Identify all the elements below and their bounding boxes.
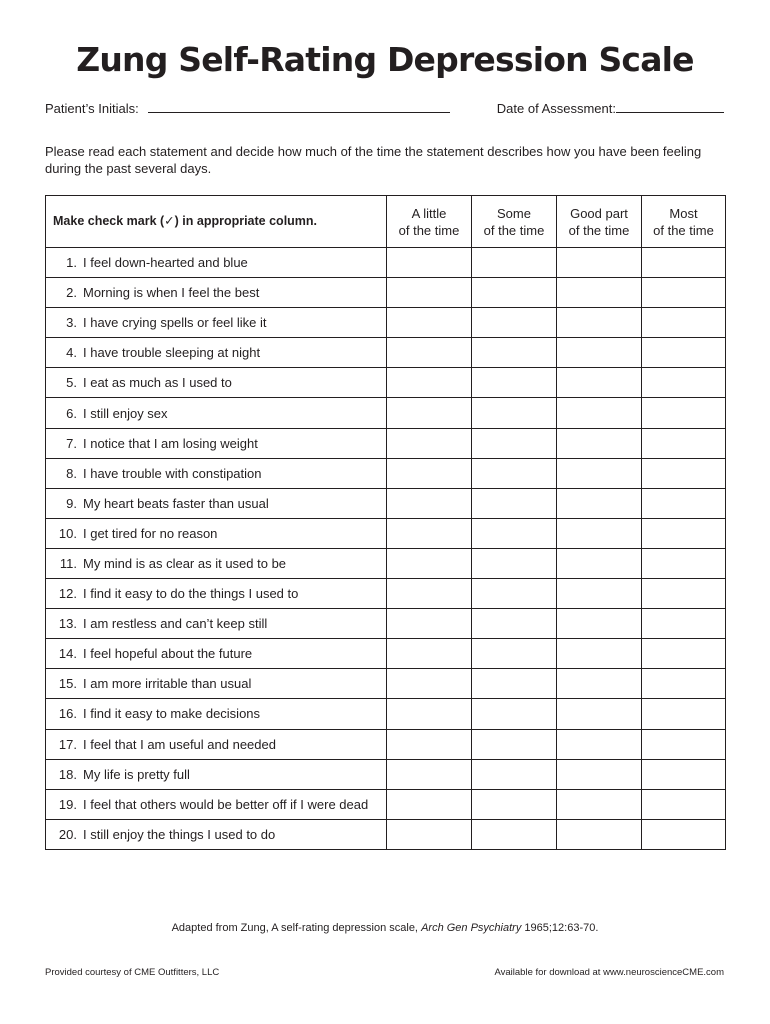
checkbox-cell-some[interactable]: [472, 398, 557, 428]
checkbox-cell-most[interactable]: [642, 458, 726, 488]
checkbox-cell-some[interactable]: [472, 518, 557, 548]
date-of-assessment-input-line[interactable]: [616, 100, 724, 113]
checkbox-cell-most[interactable]: [642, 398, 726, 428]
statement-cell: [46, 308, 387, 338]
table-row: [46, 759, 726, 789]
statement-text: I have crying spells or feel like it: [83, 315, 267, 331]
date-of-assessment-label: Date of Assessment:: [496, 101, 616, 116]
statement-cell: [46, 579, 387, 609]
checkbox-cell-some[interactable]: [472, 759, 557, 789]
checkbox-cell-most[interactable]: [642, 609, 726, 639]
statement-text: My life is pretty full: [83, 766, 190, 782]
checkbox-cell-good-part[interactable]: [557, 338, 642, 368]
checkbox-cell-some[interactable]: [472, 789, 557, 819]
statement-number: 7.: [66, 435, 77, 451]
checkbox-cell-good-part[interactable]: [557, 579, 642, 609]
checkbox-cell-a-little[interactable]: [387, 248, 472, 278]
checkbox-cell-most[interactable]: [642, 488, 726, 518]
table-row: [46, 729, 726, 759]
checkbox-cell-most[interactable]: [642, 759, 726, 789]
table-row: [46, 789, 726, 819]
table-row: [46, 398, 726, 428]
statement-number: 6.: [66, 405, 77, 421]
table-row: [46, 669, 726, 699]
checkbox-cell-some[interactable]: [472, 458, 557, 488]
table-row: [46, 699, 726, 729]
patient-initials-field: [45, 100, 450, 116]
statement-number: 19.: [58, 796, 77, 812]
statement-number: 12.: [58, 586, 77, 602]
table-row: [46, 488, 726, 518]
checkbox-cell-some[interactable]: [472, 819, 557, 849]
statement-text: I eat as much as I used to: [83, 375, 232, 391]
statement-cell: [46, 609, 387, 639]
table-row: [46, 639, 726, 669]
statement-number: 18.: [58, 766, 77, 782]
statement-cell: [46, 548, 387, 578]
source-citation: Adapted from Zung, A self-rating depression scale, Arch Gen Psychiatry 1965;12:63-70.: [171, 922, 599, 934]
statement-cell: [46, 789, 387, 819]
table-row: [46, 518, 726, 548]
statement-cell: [46, 759, 387, 789]
checkbox-cell-a-little[interactable]: [387, 308, 472, 338]
checkbox-cell-some[interactable]: [472, 368, 557, 398]
checkbox-cell-good-part[interactable]: [557, 368, 642, 398]
checkbox-cell-a-little[interactable]: [387, 669, 472, 699]
checkbox-cell-good-part[interactable]: [557, 308, 642, 338]
patient-initials-input-line[interactable]: [148, 100, 450, 113]
statement-text: I still enjoy sex: [83, 405, 168, 421]
checkbox-cell-some[interactable]: [472, 248, 557, 278]
checkbox-cell-good-part[interactable]: [557, 699, 642, 729]
checkbox-cell-most[interactable]: [642, 338, 726, 368]
checkbox-cell-a-little[interactable]: [387, 488, 472, 518]
checkbox-cell-a-little[interactable]: [387, 518, 472, 548]
checkbox-cell-most[interactable]: [642, 428, 726, 458]
checkbox-cell-most[interactable]: [642, 729, 726, 759]
checkbox-cell-good-part[interactable]: [557, 428, 642, 458]
checkbox-cell-a-little[interactable]: [387, 368, 472, 398]
rating-table: [45, 195, 726, 850]
table-row: [46, 338, 726, 368]
checkbox-cell-some[interactable]: [472, 699, 557, 729]
statement-text: My mind is as clear as it used to be: [83, 555, 287, 571]
checkbox-cell-a-little[interactable]: [387, 729, 472, 759]
checkbox-cell-most[interactable]: [642, 518, 726, 548]
check-instruction-header: Make check mark (✓) in appropriate column.: [46, 196, 387, 248]
checkbox-cell-good-part[interactable]: [557, 669, 642, 699]
statement-number: 4.: [66, 345, 77, 361]
checkbox-cell-good-part[interactable]: [557, 639, 642, 669]
statement-cell: [46, 248, 387, 278]
checkbox-cell-some[interactable]: [472, 548, 557, 578]
statement-number: 10.: [58, 525, 77, 541]
statement-text: I am restless and can’t keep still: [83, 616, 268, 632]
statement-number: 8.: [66, 465, 77, 481]
checkbox-cell-good-part[interactable]: [557, 789, 642, 819]
statement-text: I feel down-hearted and blue: [83, 255, 248, 271]
statement-number: 1.: [66, 255, 77, 271]
checkbox-cell-a-little[interactable]: [387, 398, 472, 428]
checkbox-cell-a-little[interactable]: [387, 639, 472, 669]
statement-number: 2.: [66, 285, 77, 301]
checkbox-cell-some[interactable]: [472, 308, 557, 338]
statement-number: 15.: [58, 676, 77, 692]
statement-number: 20.: [58, 826, 77, 842]
checkbox-cell-most[interactable]: [642, 368, 726, 398]
table-row: [46, 819, 726, 849]
statement-text: I feel that others would be better off if I were dead: [83, 796, 369, 812]
statement-number: 16.: [58, 706, 77, 722]
checkbox-cell-good-part[interactable]: [557, 548, 642, 578]
checkbox-cell-a-little[interactable]: [387, 278, 472, 308]
statement-number: 3.: [66, 315, 77, 331]
footer-courtesy: Provided courtesy of CME Outfitters, LLC: [45, 967, 220, 978]
checkbox-cell-good-part[interactable]: [557, 278, 642, 308]
column-header-some: Some of the time: [472, 196, 557, 248]
checkbox-cell-a-little[interactable]: [387, 789, 472, 819]
checkbox-cell-some[interactable]: [472, 278, 557, 308]
checkbox-cell-most[interactable]: [642, 819, 726, 849]
statement-cell: [46, 278, 387, 308]
checkbox-cell-a-little[interactable]: [387, 428, 472, 458]
checkbox-cell-some[interactable]: [472, 579, 557, 609]
table-header-row: [46, 196, 726, 248]
statement-text: I notice that I am losing weight: [83, 435, 258, 451]
checkbox-cell-good-part[interactable]: [557, 819, 642, 849]
statement-number: 17.: [58, 736, 77, 752]
statement-text: I am more irritable than usual: [83, 676, 252, 692]
statement-number: 9.: [66, 495, 77, 511]
checkbox-cell-good-part[interactable]: [557, 458, 642, 488]
table-row: [46, 579, 726, 609]
page-title: Zung Self-Rating Depression Scale: [76, 40, 694, 79]
statement-text: I find it easy to make decisions: [83, 706, 261, 722]
checkbox-cell-a-little[interactable]: [387, 819, 472, 849]
instructions-text: Please read each statement and decide how much of the time the statement describes how you have been feeling during the past several days.: [45, 144, 702, 176]
statement-number: 14.: [58, 646, 77, 662]
table-row: [46, 428, 726, 458]
table-row: [46, 308, 726, 338]
statement-text: Morning is when I feel the best: [83, 285, 260, 301]
statement-cell: [46, 338, 387, 368]
checkbox-cell-a-little[interactable]: [387, 458, 472, 488]
statement-cell: [46, 639, 387, 669]
checkbox-cell-some[interactable]: [472, 338, 557, 368]
checkbox-cell-good-part[interactable]: [557, 729, 642, 759]
table-row: [46, 458, 726, 488]
table-row: [46, 248, 726, 278]
checkbox-cell-some[interactable]: [472, 609, 557, 639]
statement-text: I feel that I am useful and needed: [83, 736, 276, 752]
checkbox-cell-good-part[interactable]: [557, 398, 642, 428]
statement-cell: [46, 699, 387, 729]
checkbox-cell-most[interactable]: [642, 278, 726, 308]
checkbox-cell-good-part[interactable]: [557, 759, 642, 789]
checkbox-cell-most[interactable]: [642, 639, 726, 669]
checkbox-cell-some[interactable]: [472, 729, 557, 759]
statement-number: 13.: [58, 616, 77, 632]
checkbox-cell-most[interactable]: [642, 699, 726, 729]
footer-download-link[interactable]: Available for download at www.neuroscienceCME.com: [494, 967, 724, 978]
patient-initials-label: Patient’s Initials:: [45, 101, 139, 116]
statement-cell: [46, 368, 387, 398]
column-header-good-part: Good part of the time: [557, 196, 642, 248]
statement-cell: [46, 819, 387, 849]
checkbox-cell-a-little[interactable]: [387, 699, 472, 729]
checkbox-cell-most[interactable]: [642, 789, 726, 819]
statement-number: 11.: [59, 555, 77, 571]
checkbox-cell-good-part[interactable]: [557, 609, 642, 639]
checkbox-cell-good-part[interactable]: [557, 248, 642, 278]
statement-text: I have trouble with constipation: [83, 465, 262, 481]
statement-text: I have trouble sleeping at night: [83, 345, 261, 361]
checkbox-cell-a-little[interactable]: [387, 759, 472, 789]
statement-text: I feel hopeful about the future: [83, 646, 253, 662]
checkbox-cell-good-part[interactable]: [557, 488, 642, 518]
checkbox-cell-a-little[interactable]: [387, 579, 472, 609]
statement-cell: [46, 458, 387, 488]
checkbox-cell-some[interactable]: [472, 428, 557, 458]
checkbox-cell-most[interactable]: [642, 248, 726, 278]
table-row: [46, 548, 726, 578]
checkbox-cell-some[interactable]: [472, 488, 557, 518]
checkbox-cell-some[interactable]: [472, 669, 557, 699]
statement-cell: [46, 518, 387, 548]
column-header-most: Most of the time: [642, 196, 726, 248]
column-header-a-little: A little of the time: [387, 196, 472, 248]
date-of-assessment-field: [497, 100, 724, 116]
table-row: [46, 278, 726, 308]
table-row: [46, 609, 726, 639]
statement-cell: [46, 398, 387, 428]
checkbox-cell-a-little[interactable]: [387, 548, 472, 578]
table-row: [46, 368, 726, 398]
checkbox-cell-some[interactable]: [472, 639, 557, 669]
checkbox-cell-most[interactable]: [642, 308, 726, 338]
checkbox-cell-most[interactable]: [642, 579, 726, 609]
statement-text: I still enjoy the things I used to do: [83, 826, 276, 842]
checkbox-cell-a-little[interactable]: [387, 338, 472, 368]
checkbox-cell-good-part[interactable]: [557, 518, 642, 548]
statement-number: 5.: [66, 375, 77, 391]
statement-text: My heart beats faster than usual: [83, 495, 269, 511]
checkbox-cell-a-little[interactable]: [387, 609, 472, 639]
statement-cell: [46, 729, 387, 759]
checkbox-cell-most[interactable]: [642, 548, 726, 578]
statement-cell: [46, 428, 387, 458]
statement-text: I find it easy to do the things I used to: [83, 586, 299, 602]
statement-cell: [46, 669, 387, 699]
checkbox-cell-most[interactable]: [642, 669, 726, 699]
statement-cell: [46, 488, 387, 518]
statement-text: I get tired for no reason: [83, 525, 218, 541]
